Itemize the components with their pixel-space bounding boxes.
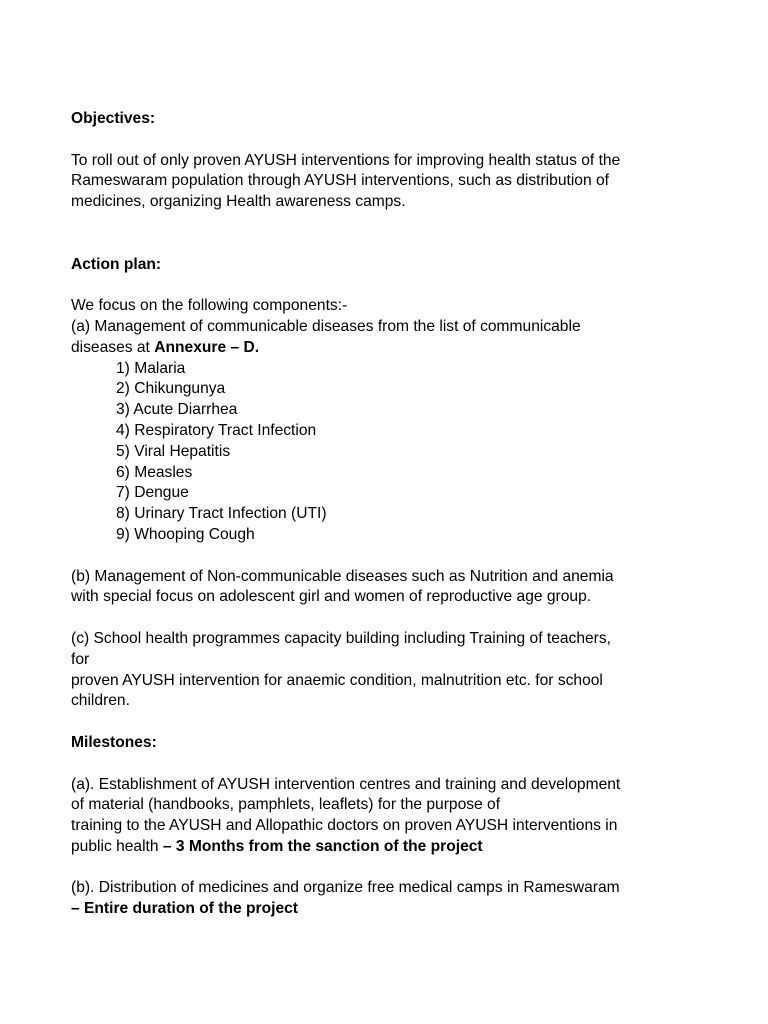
milestone-a-line: training to the AYUSH and Allopathic doctors on proven AYUSH interventions in	[71, 817, 618, 835]
action-plan-components	[71, 296, 728, 546]
disease-list-item: 1) Malaria	[116, 359, 186, 377]
annexure-reference: Annexure – D.	[154, 338, 260, 356]
component-c-line: (c) School health programmes capacity building including Training of teachers,	[71, 629, 612, 647]
disease-list-item: 6) Measles	[116, 463, 193, 481]
component-b-line: (b) Management of Non-communicable diseases such as Nutrition and anemia	[71, 567, 614, 585]
objectives-heading: Objectives:	[71, 110, 156, 127]
objectives-line: To roll out of only proven AYUSH interventions for improving health status of the	[71, 151, 621, 169]
milestone-a-paragraph	[71, 775, 728, 858]
disease-list-item: 5) Viral Hepatitis	[116, 442, 231, 460]
component-a-text: diseases at	[71, 338, 155, 356]
objectives-line: medicines, organizing Health awareness camps.	[71, 193, 406, 211]
disease-list	[71, 359, 728, 546]
component-b-line: with special focus on adolescent girl and women of reproductive age group.	[71, 588, 592, 606]
disease-list-item: 8) Urinary Tract Infection (UTI)	[116, 505, 327, 523]
milestone-a-line	[71, 837, 728, 858]
milestone-a-text: public health	[71, 837, 163, 855]
action-plan-intro: We focus on the following components:-	[71, 297, 348, 315]
disease-list-item: 7) Dengue	[116, 484, 189, 502]
disease-list-item: 3) Acute Diarrhea	[116, 401, 238, 419]
milestone-b-paragraph	[71, 878, 728, 920]
objectives-line: Rameswaram population through AYUSH interventions, such as distribution of	[71, 172, 609, 190]
milestones-heading: Milestones:	[71, 733, 157, 751]
milestone-a-line: (a). Establishment of AYUSH intervention centres and training and development	[71, 775, 621, 793]
disease-list-item: 9) Whooping Cough	[116, 525, 255, 543]
objectives-paragraph	[71, 151, 728, 213]
component-c-line: for	[71, 650, 90, 668]
action-plan-heading: Action plan:	[71, 255, 162, 273]
component-c-line: children.	[71, 692, 130, 710]
component-b-paragraph	[71, 567, 728, 609]
component-c-paragraph	[71, 629, 728, 712]
milestone-b-line: (b). Distribution of medicines and organize free medical camps in Rameswaram	[71, 879, 620, 897]
component-c-line: proven AYUSH intervention for anaemic condition, malnutrition etc. for school	[71, 671, 603, 689]
component-a-line	[71, 338, 728, 359]
disease-list-item: 2) Chikungunya	[116, 380, 226, 398]
milestone-a-duration: – 3 Months from the sanction of the project	[162, 837, 483, 855]
component-a-line: (a) Management of communicable diseases from the list of communicable	[71, 317, 581, 335]
milestone-b-duration: – Entire duration of the project	[71, 900, 298, 918]
milestone-a-line: of material (handbooks, pamphlets, leaflets) for the purpose of	[71, 796, 501, 814]
disease-list-item: 4) Respiratory Tract Infection	[116, 421, 317, 439]
